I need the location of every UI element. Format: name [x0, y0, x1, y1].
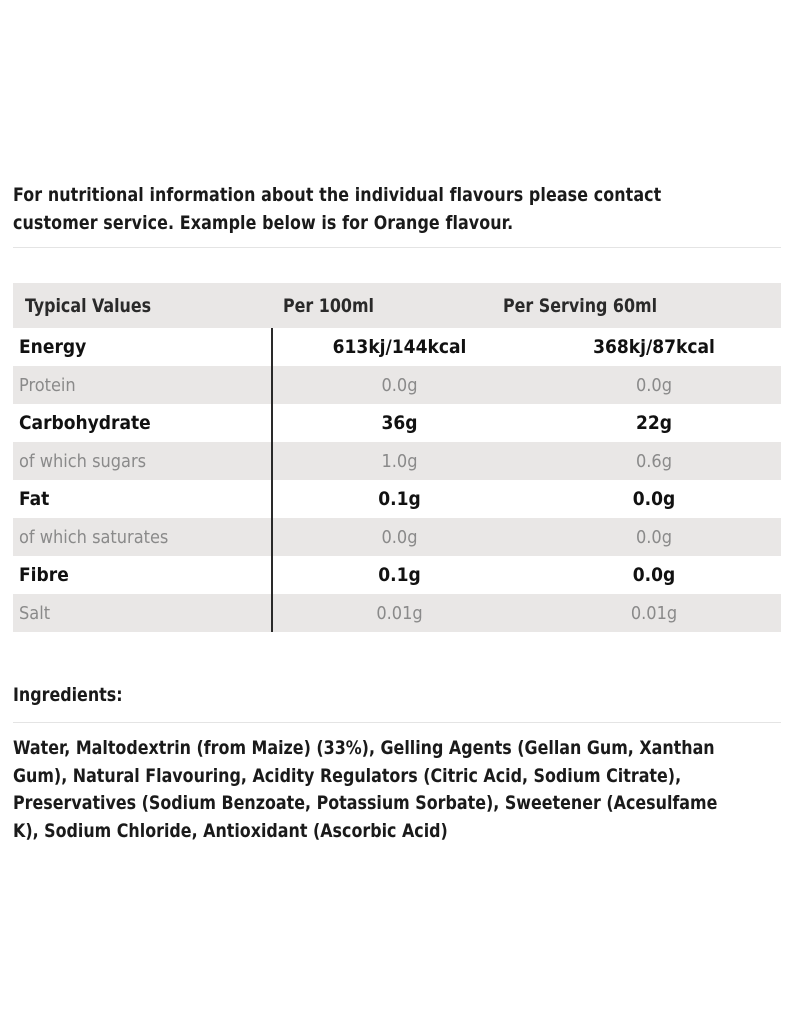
row-per-serving: 0.0g: [632, 488, 676, 510]
row-per-100ml: 36g: [381, 412, 418, 434]
row-per-100ml: 0.0g: [381, 526, 418, 548]
table-header-row: [13, 283, 781, 328]
row-per-100ml: 0.1g: [378, 564, 421, 586]
table-column-divider: [271, 328, 273, 632]
nutrition-table: [13, 283, 781, 632]
row-label: Fat: [19, 488, 50, 510]
divider-top: [13, 247, 781, 248]
row-label: Carbohydrate: [19, 412, 151, 434]
row-per-100ml: 0.0g: [381, 374, 418, 396]
ingredients-line-1: Water, Maltodextrin (from Maize) (33%), Gelling Agents (Gellan Gum, Xanthan: [13, 737, 715, 759]
row-per-100ml: 613kj/144kcal: [332, 336, 467, 358]
row-per-serving: 0.0g: [635, 374, 673, 396]
table-row-saturates: [13, 518, 781, 556]
row-label: of which saturates: [19, 526, 169, 548]
row-per-serving: 0.0g: [632, 564, 676, 586]
row-label: Energy: [19, 336, 87, 358]
row-per-serving: 368kj/87kcal: [593, 336, 715, 358]
row-per-100ml: 0.01g: [376, 602, 423, 624]
row-per-serving: 0.6g: [635, 450, 673, 472]
row-label: Protein: [19, 374, 76, 396]
row-per-serving: 0.0g: [635, 526, 673, 548]
table-row-sugars: [13, 442, 781, 480]
row-per-serving: 22g: [635, 412, 673, 434]
row-label: Fibre: [19, 564, 69, 586]
row-per-serving: 0.01g: [630, 602, 678, 624]
row-per-100ml: 0.1g: [378, 488, 421, 510]
row-per-100ml: 1.0g: [381, 450, 418, 472]
ingredients-title: Ingredients:: [13, 684, 123, 706]
ingredients-line-2: Gum), Natural Flavouring, Acidity Regulators (Citric Acid, Sodium Citrate),: [13, 764, 682, 787]
header-typical-values: Typical Values: [25, 294, 152, 317]
ingredients-text: [13, 735, 785, 845]
table-row-fibre: [13, 556, 781, 594]
table-row-fat: [13, 480, 781, 518]
ingredients-line-3: Preservatives (Sodium Benzoate, Potassium Sorbate), Sweetener (Acesulfame: [13, 792, 718, 814]
intro-text: [13, 181, 734, 237]
ingredients-line-4: K), Sodium Chloride, Antioxidant (Ascorbic Acid): [13, 819, 448, 842]
divider-ingredients: [13, 722, 781, 723]
table-row-energy: [13, 328, 781, 366]
header-per-serving: Per Serving 60ml: [503, 294, 658, 317]
intro-line-2: customer service. Example below is for Orange flavour.: [13, 212, 514, 234]
table-row-salt: [13, 594, 781, 632]
row-label: Salt: [19, 602, 51, 624]
table-row-carbohydrate: [13, 404, 781, 442]
header-per-100ml: Per 100ml: [283, 294, 375, 317]
intro-line-1: For nutritional information about the individual flavours please contact: [13, 184, 662, 206]
row-label: of which sugars: [19, 450, 147, 472]
table-row-protein: [13, 366, 781, 404]
